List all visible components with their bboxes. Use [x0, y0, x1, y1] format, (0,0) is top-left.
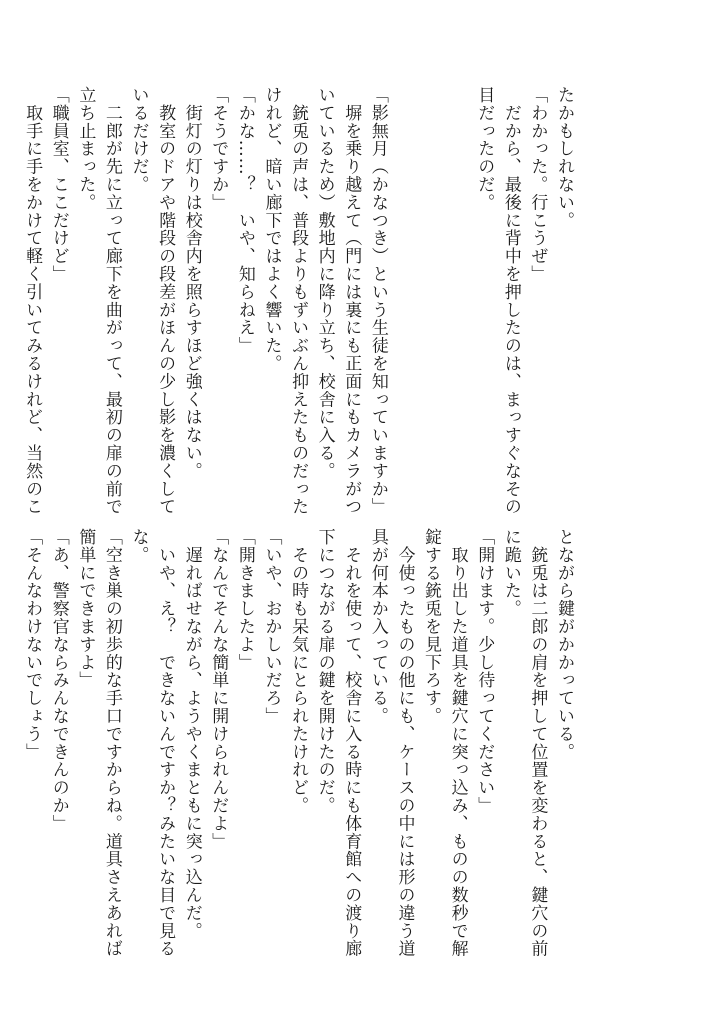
text-line: 今使ったものの他にも、ケースの中には形の違う道: [394, 528, 415, 958]
text-line: 取手に手をかけて軽く引いてみるけれど、当然のこ: [22, 86, 43, 516]
text-line: 「職員室、ここだけど」: [48, 86, 69, 283]
text-line: だから、最後に背中を押したのは、まっすぐなその: [500, 86, 521, 516]
text-line: 目だったのだ。: [474, 86, 495, 212]
text-line: 「かな……？ いや、知らねえ」: [234, 86, 255, 355]
text-block-top: [22, 86, 577, 516]
text-line: いているため）敷地内に降り立ち、校舎に入る。: [314, 86, 335, 480]
text-line: 銃兎は二郎の肩を押して位置を変わると、鍵穴の前: [527, 528, 548, 958]
text-line: 取り出した道具を鍵穴に突っ込み、ものの数秒で解: [447, 528, 468, 958]
text-line: とながら鍵がかかっている。: [554, 528, 574, 761]
text-line: 「わかった。行こうぜ」: [527, 86, 548, 283]
text-line: いや、え？ できないんですか？みたいな目で見る: [155, 528, 176, 958]
text-line: たかもしれない。: [554, 86, 574, 230]
text-line: 「影無月（かなつき）という生徒を知っていますか」: [367, 86, 388, 516]
text-line: 「なんでそんな簡単に開けられんだよ」: [208, 528, 229, 851]
text-line: 下につながる扉の鍵を開けたのだ。: [314, 528, 335, 815]
blank-line: [391, 86, 418, 498]
text-line: 錠する銃兎を見下ろす。: [421, 528, 442, 725]
text-line: 簡単にできますよ」: [75, 528, 96, 690]
text-line: 「開けます。少し待ってください」: [474, 528, 495, 815]
text-line: 街灯の灯りは校舎内を照らすほど強くはない。: [181, 86, 202, 480]
text-line: 「そうですか」: [208, 86, 229, 212]
text-line: 「空き巣の初歩的な手口ですからね。道具さえあれば: [101, 528, 122, 958]
text-line: に跪いた。: [500, 528, 521, 618]
text-line: 塀を乗り越えて（門には裏にも正面にもカメラがつ: [341, 86, 362, 516]
text-line: 「あ、警察官ならみんなできんのか」: [48, 528, 69, 833]
text-line: 立ち止まった。: [75, 86, 96, 212]
text-line: 教室のドアや階段の段差がほんの少し影を濃くして: [155, 86, 176, 516]
text-line: 「そんなわけないでしょう」: [22, 528, 43, 761]
text-block-bottom: [22, 528, 577, 958]
text-line: けれど、暗い廊下ではよく響いた。: [261, 86, 282, 373]
text-line: 「開きましたよ」: [234, 528, 255, 672]
text-line: な。: [128, 528, 149, 564]
text-line: 「いや、おかしいだろ」: [261, 528, 282, 725]
text-line: 遅ればせながら、ようやくまともに突っ込んだ。: [181, 528, 202, 940]
text-line: いるだけだ。: [128, 86, 149, 194]
blank-line: [444, 86, 471, 498]
text-line: 二郎が先に立って廊下を曲がって、最初の扉の前で: [101, 86, 122, 516]
text-line: 具が何本か入っている。: [367, 528, 388, 725]
text-line: 銃兎の声は、普段よりもずいぶん抑えたものだった: [288, 86, 309, 516]
blank-line: [417, 86, 444, 498]
text-line: その時も呆気にとられたけれど。: [288, 528, 309, 815]
text-line: それを使って、校舎に入る時にも体育館への渡り廊: [341, 528, 362, 958]
